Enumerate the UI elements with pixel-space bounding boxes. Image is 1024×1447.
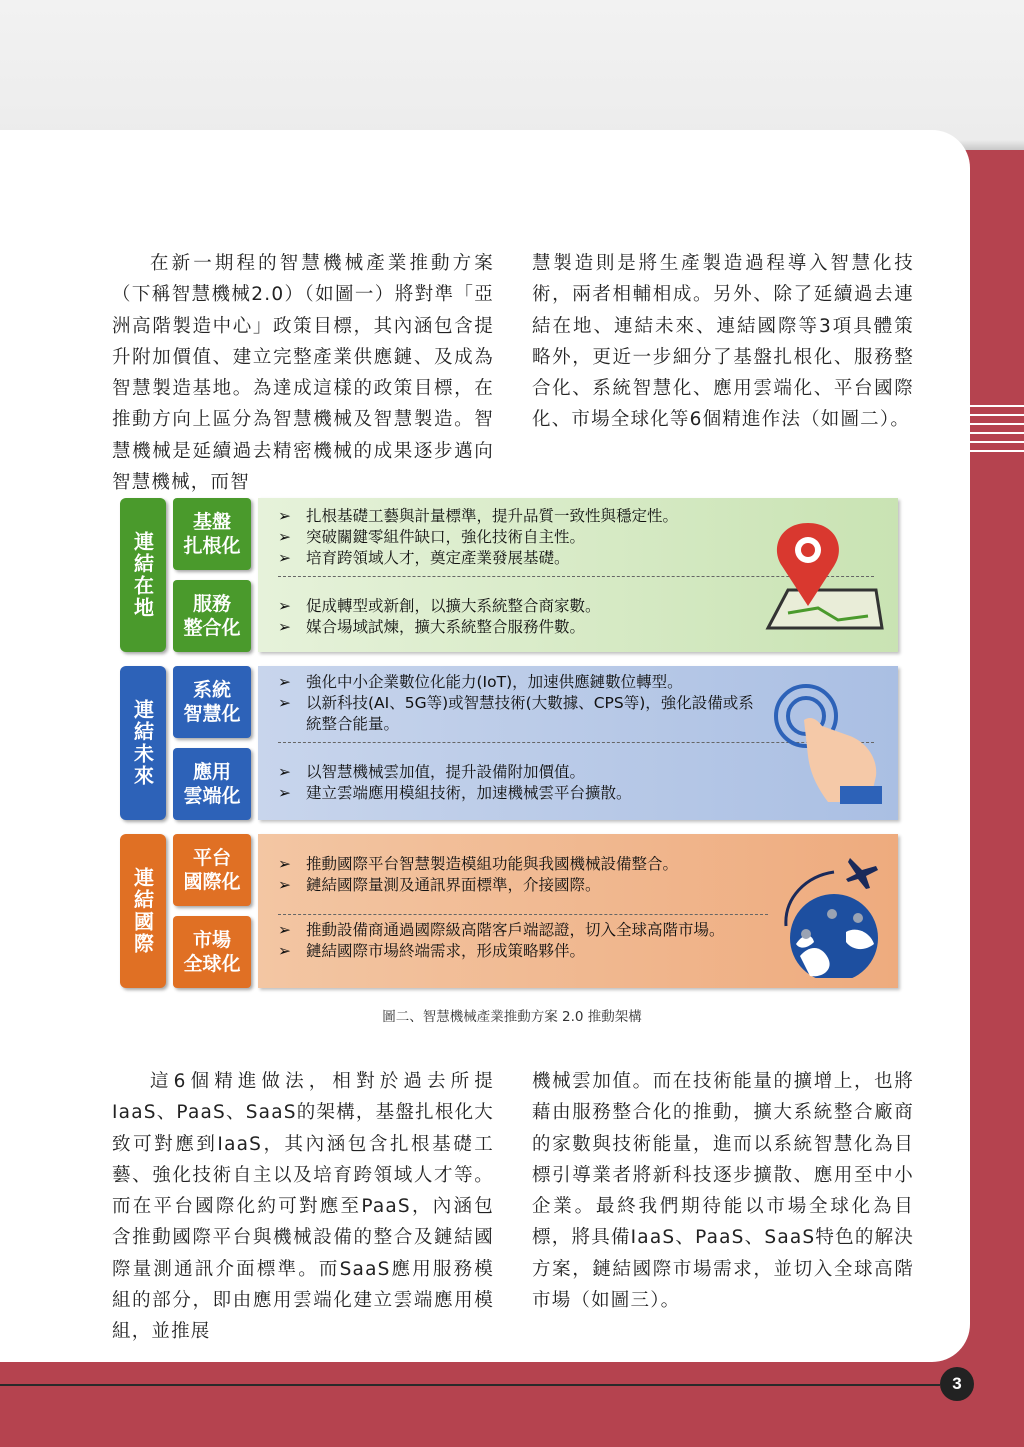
bullet-list: [278, 854, 678, 896]
group-band: [258, 834, 898, 988]
list-item: ➢ 推動國際平台智慧製造模組功能與我國機械設備整合。: [278, 854, 678, 875]
list-item: ➢ 推動設備商通過國際級高階客戶端認證，切入全球高階市場。: [278, 920, 758, 941]
sub-label-line: 應用: [192, 761, 231, 783]
footer-line: [0, 1384, 940, 1386]
body-column-2: [532, 248, 914, 436]
paragraph-1: 在新一期程的智慧機械產業推動方案（下稱智慧機械2.0）（如圖一）將對準「亞洲高階製造中心」政策目標，其內涵包含提升附加價值、建立完整產業供應鏈、及成為智慧製造基地。為達成這樣的政策目標，在推動方向上區分為智慧機械及智慧製造。智慧機械是延續過去精密機械的成果逐步邁向智慧機械，而智: [112, 253, 494, 494]
body-column-3: [112, 1066, 494, 1348]
sub-label-line: 市場: [192, 929, 231, 951]
sub-label: [173, 916, 251, 988]
sub-label: [173, 834, 251, 906]
bullet-list: [278, 762, 632, 804]
sub-label: [173, 498, 251, 570]
group-label-text: 連結未來: [130, 699, 155, 787]
sub-label-line: 扎根化: [183, 535, 241, 557]
list-item: ➢ 鏈結國際市場終端需求，形成策略夥伴。: [278, 941, 758, 962]
list-item: ➢ 建立雲端應用模組技術，加速機械雲平台擴散。: [278, 783, 632, 804]
paragraph-4: 機械雲加值。而在技術能量的擴增上，也將藉由服務整合化的推動，擴大系統整合廠商的家數與技術能量，進而以系統智慧化為目標引導業者將新科技逐步擴散、應用至中小企業。最終我們期待能以市場全球化為目標，將具備IaaS、PaaS、SaaS特色的解決方案，鏈結國際市場需求，並切入全球高階市場（如圖三）。: [532, 1071, 914, 1312]
globe-airplane-icon: [766, 848, 892, 978]
sub-label-line: 雲端化: [183, 785, 241, 807]
group-international: [120, 834, 900, 990]
strategy-diagram: [120, 498, 900, 990]
bullet-list: [278, 506, 678, 569]
group-label: [120, 498, 166, 652]
list-item: ➢ 強化中小企業數位化能力(IoT)，加速供應鏈數位轉型。: [278, 672, 758, 693]
sub-label-line: 平台: [192, 847, 231, 869]
sub-label: [173, 666, 251, 738]
group-label-text: 連結在地: [130, 531, 155, 619]
list-item: ➢ 扎根基礎工藝與計量標準，提升品質一致性與穩定性。: [278, 506, 678, 527]
list-item: ➢ 促成轉型或新創，以擴大系統整合商家數。: [278, 596, 601, 617]
touch-hand-icon: [770, 676, 890, 806]
group-local: [120, 498, 900, 654]
group-label: [120, 666, 166, 820]
bullet-list: [278, 672, 758, 735]
sub-label-line: 智慧化: [183, 703, 241, 725]
sub-label: [173, 580, 251, 652]
list-item: ➢ 鏈結國際量測及通訊界面標準，介接國際。: [278, 875, 678, 896]
sub-label-line: 系統: [192, 679, 231, 701]
group-label: [120, 834, 166, 988]
paragraph-2: 慧製造則是將生產製造過程導入智慧化技術，兩者相輔相成。另外、除了延續過去連結在地、連結未來、連結國際等3項具體策略外，更近一步細分了基盤扎根化、服務整合化、系統智慧化、應用雲端化、平台國際化、市場全球化等6個精進作法（如圖二）。: [532, 253, 914, 431]
sub-label-line: 全球化: [183, 953, 241, 975]
body-column-1: [112, 248, 494, 498]
list-item: ➢ 突破關鍵零組件缺口，強化技術自主性。: [278, 527, 678, 548]
group-band: [258, 666, 898, 820]
figure-caption: 圖二、智慧機械產業推動方案 2.0 推動架構: [382, 1009, 642, 1025]
bullet-list: [278, 596, 601, 638]
body-column-4: [532, 1066, 914, 1316]
bullet-list: [278, 920, 758, 962]
sub-label-line: 整合化: [183, 617, 241, 639]
list-item: ➢ 以智慧機械雲加值，提升設備附加價值。: [278, 762, 632, 783]
list-item: ➢ 以新科技(AI、5G等)或智慧技術(大數據、CPS等)，強化設備或系統整合能量。: [278, 693, 758, 735]
decorative-stripes: [970, 405, 1024, 459]
list-item: ➢ 培育跨領域人才，奠定產業發展基礎。: [278, 548, 678, 569]
group-future: [120, 666, 900, 822]
page-number: 3: [940, 1367, 974, 1401]
list-item: ➢ 媒合場域試煉，擴大系統整合服務件數。: [278, 617, 601, 638]
group-band: [258, 498, 898, 652]
paragraph-3: 這6個精進做法，相對於過去所提IaaS、PaaS、SaaS的架構，基盤扎根化大致可對應到IaaS，其內涵包含扎根基礎工藝、強化技術自主以及培育跨領域人才等。而在平台國際化約可對應至PaaS，內涵包含推動國際平台與機械設備的整合及鏈結國際量測通訊介面標準。而SaaS應用服務模組的部分，即由應用雲端化建立雲端應用模組，並推展: [112, 1071, 494, 1343]
map-pin-icon: [758, 518, 888, 636]
divider: [278, 914, 768, 915]
sub-label: [173, 748, 251, 820]
sub-label-line: 基盤: [192, 511, 231, 533]
sub-label-line: 國際化: [183, 871, 241, 893]
sub-label-line: 服務: [192, 593, 231, 615]
group-label-text: 連結國際: [130, 867, 155, 955]
